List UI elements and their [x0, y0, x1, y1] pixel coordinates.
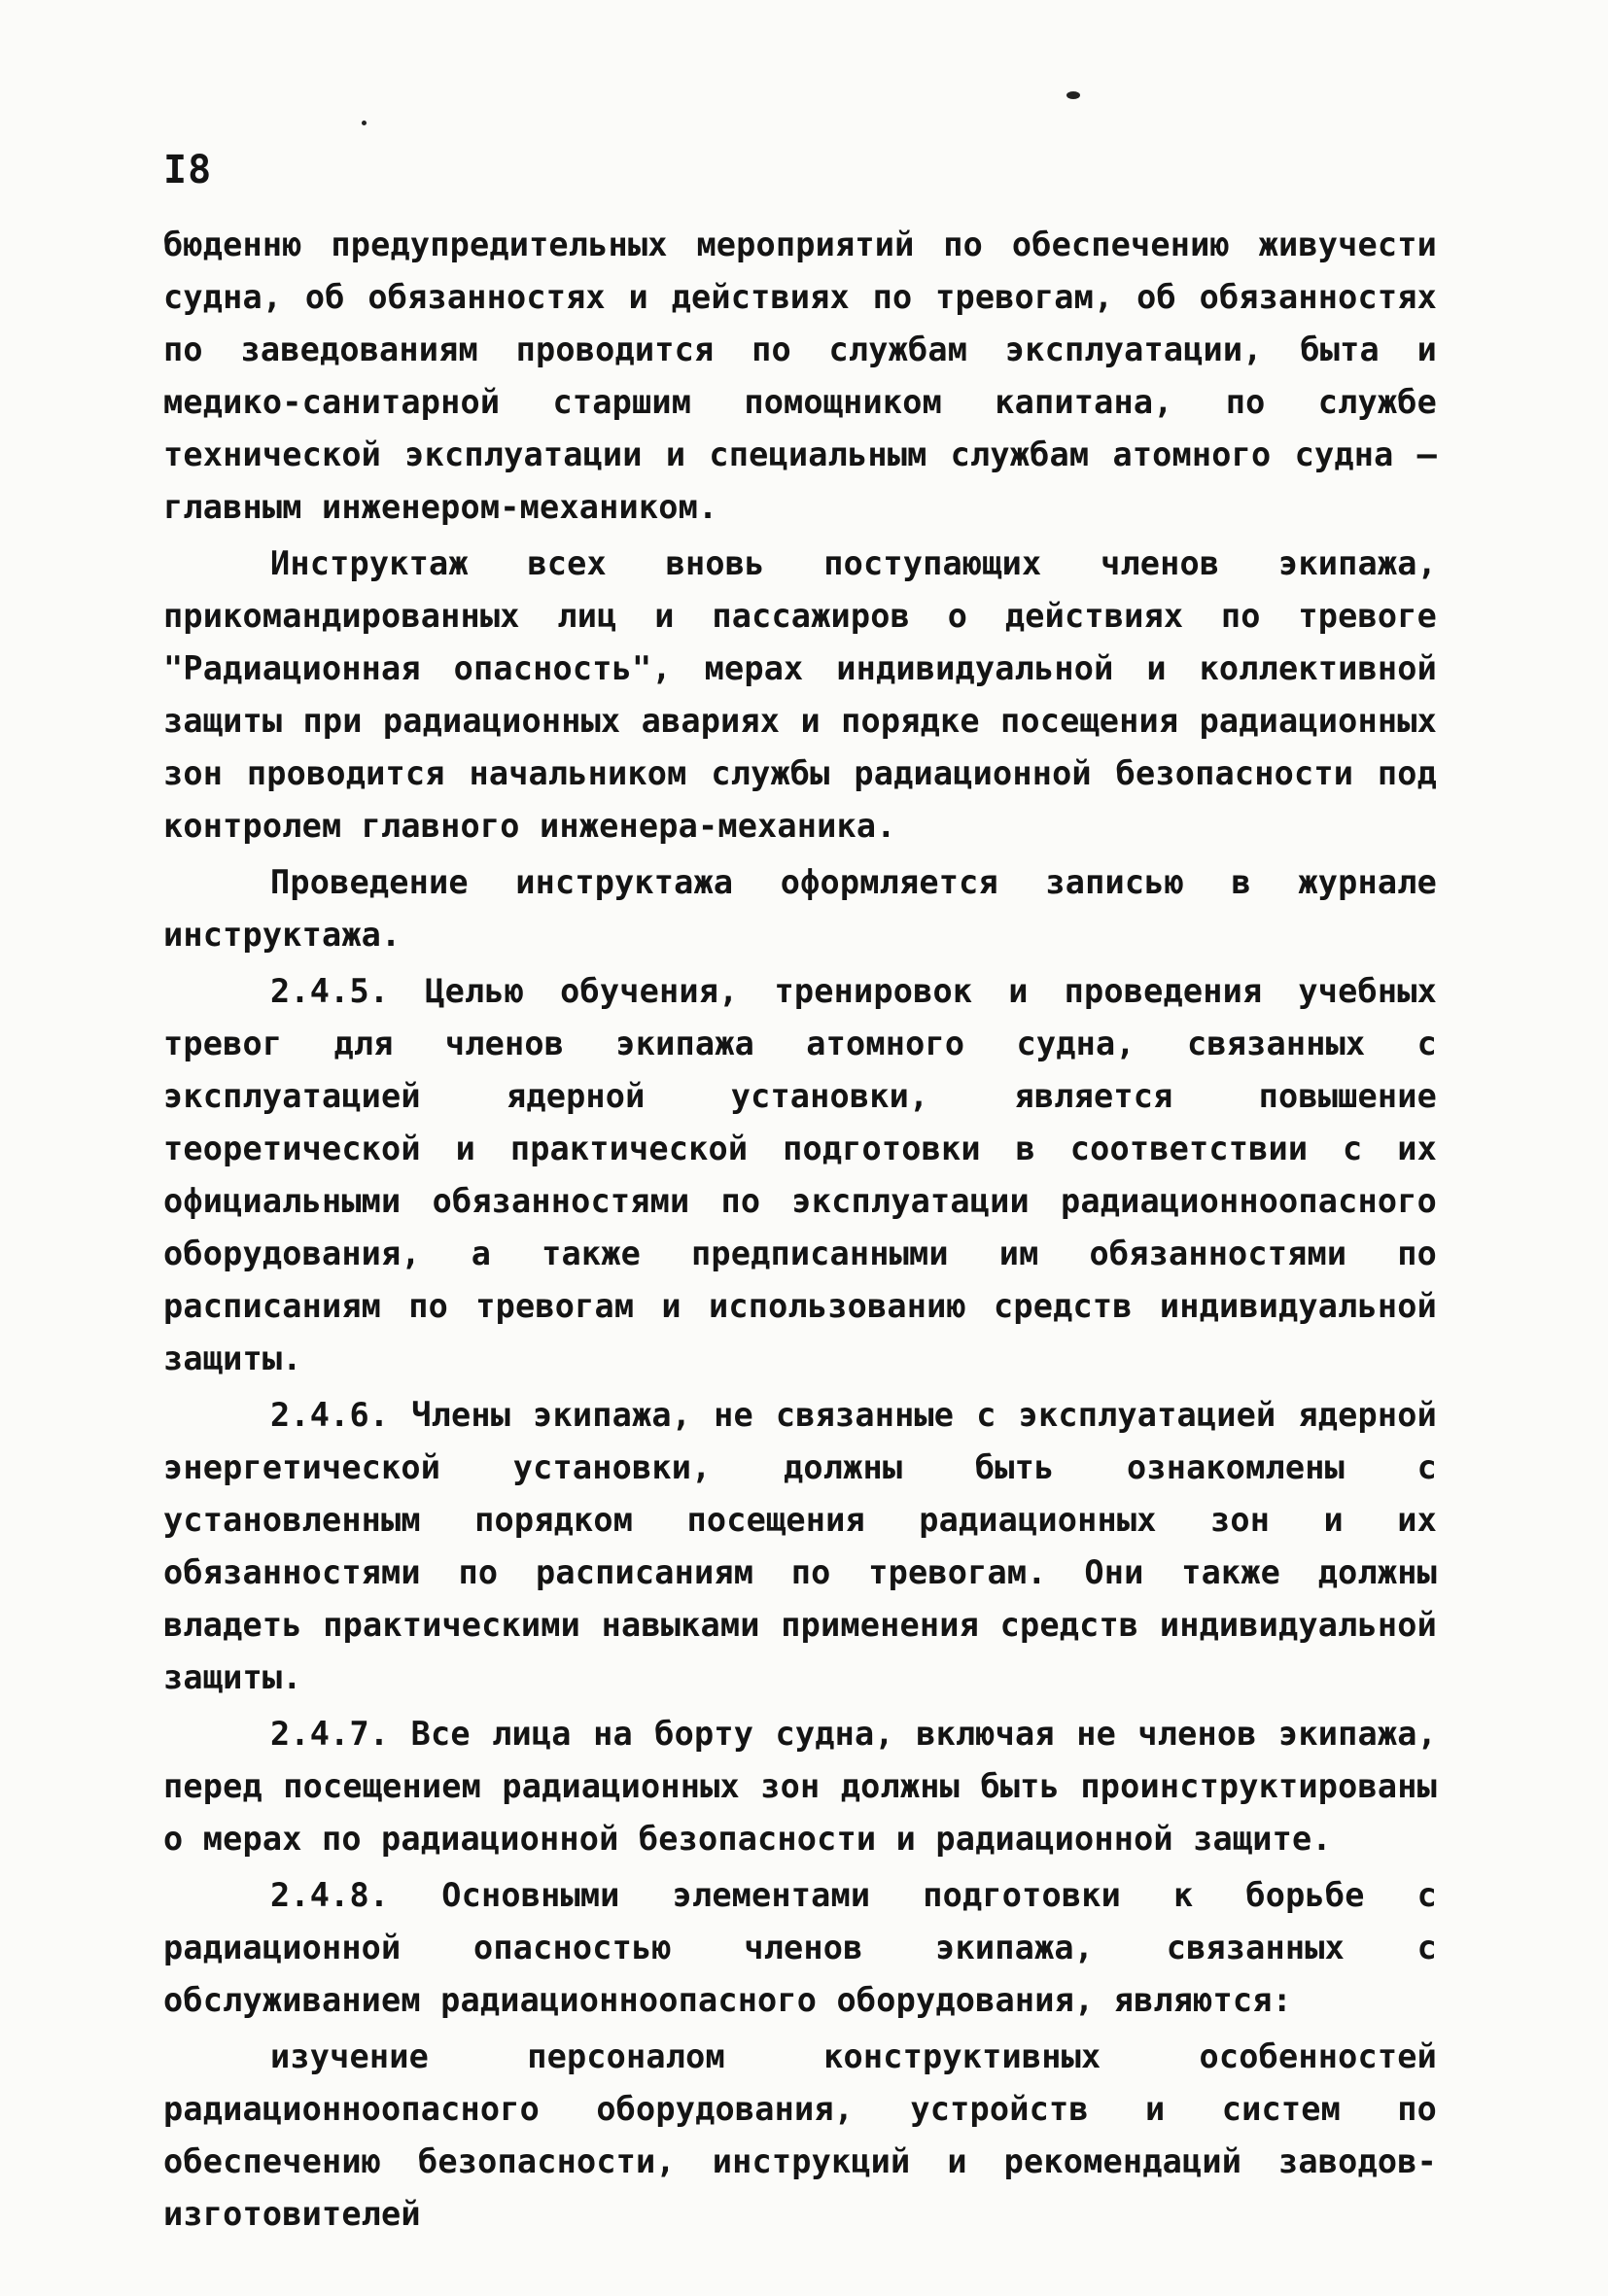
paragraph-2-4-8: 2.4.8. Основными элементами подготовки к борьбе с радиационной опасностью членов экипажа, связанных с обслуживанием радиационноопасного оборудования, являются: [163, 1876, 1437, 2019]
paragraph-2-4-6: 2.4.6. Члены экипажа, не связанные с эксплуатацией ядерной энергетической установки, должны быть ознакомлены с установленным порядком посещения радиационных зон и их обязанностями по расписаниям по тревогам. Они также должны владеть практическими навыками применения средств индивидуальной защиты. [163, 1396, 1437, 1696]
scan-speck [362, 121, 367, 125]
page-number: I8 [163, 148, 213, 192]
document-body [163, 219, 1437, 2241]
paragraph-2-4-5: 2.4.5. Целью обучения, тренировок и проведения учебных тревог для членов экипажа атомного судна, связанных с эксплуатацией ядерной установки, является повышение теоретической и практической подготовки в соответствии с их официальными обязанностями по эксплуатации радиационноопасного оборудования, а также предписанными им обязанностями по расписаниям по тревогам и использованию средств индивидуальной защиты. [163, 972, 1437, 1377]
paragraph-instruction: Инструктаж всех вновь поступающих членов экипажа, прикомандированных лиц и пассажиров о действиях по тревоге "Радиационная опасность", мерах индивидуальной и коллективной защиты при радиационных авариях и порядке посещения радиационных зон проводится начальником службы радиационной безопасности под контролем главного инженера-механика. [163, 544, 1437, 845]
paragraph-2-4-7: 2.4.7. Все лица на борту судна, включая не членов экипажа, перед посещением радиационных зон должны быть проинструктированы о мерах по радиационной безопасности и радиационной защите. [163, 1715, 1437, 1858]
scan-speck [1066, 91, 1080, 99]
paragraph-list-item: изучение персоналом конструктивных особенностей радиационноопасного оборудования, устройств и систем по обеспечению безопасности, инструкций и рекомендаций заводов-изготовителей [163, 2037, 1437, 2233]
paragraph-continuation: бюденню предупредительных мероприятий по обеспечению живучести судна, об обязанностях и действиях по тревогам, об обязанностях по заведованиям проводится по службам эксплуатации, быта и медико-санитарной старшим помощником капитана, по службе технической эксплуатации и специальным службам атомного судна – главным инженером-механиком. [163, 226, 1437, 526]
paragraph-journal-record: Проведение инструктажа оформляется записью в журнале инструктажа. [163, 863, 1437, 954]
